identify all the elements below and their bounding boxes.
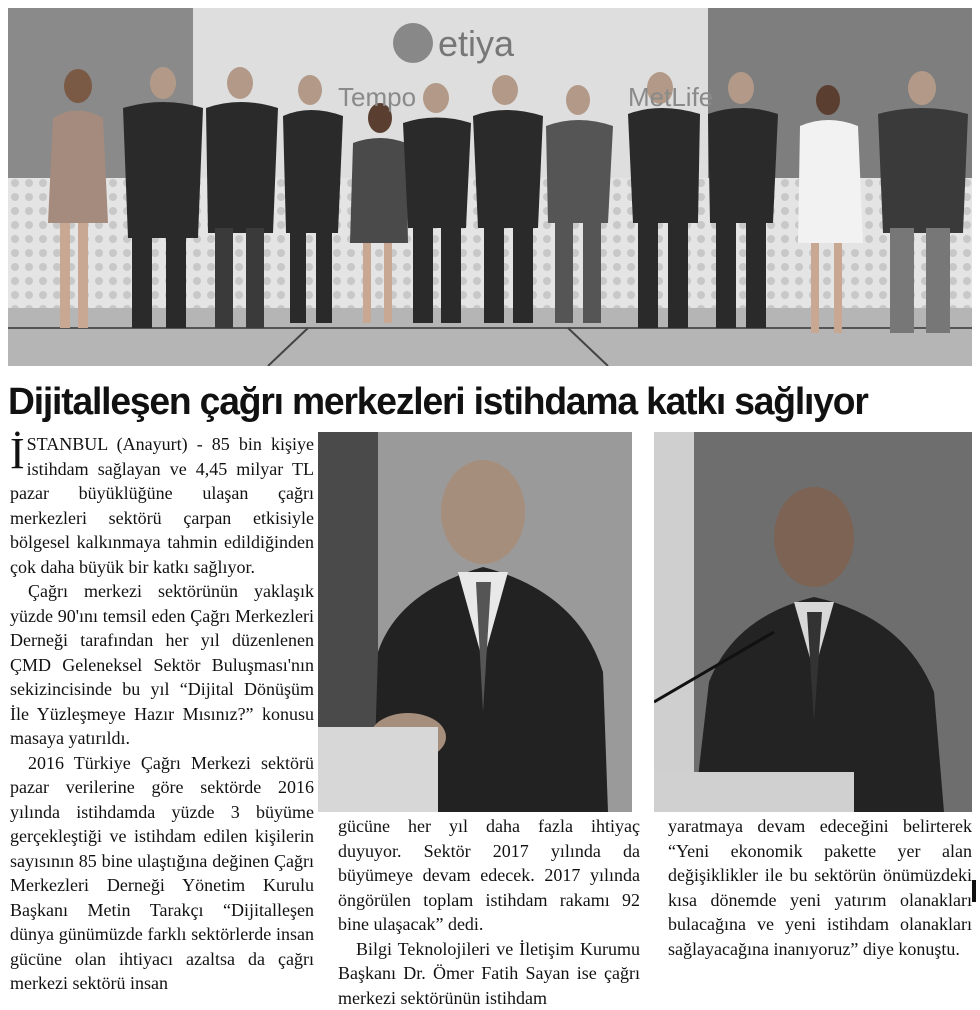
column-1-paragraph-3: 2016 Türkiye Çağrı Merkezi sektörü pazar verilerine göre sektörde 2016 yılında istihdamda yüzde 3 büyüme gerçekleştiği ve istihdam edilen kişilerin sayısının 85 bine ulaştığına değinen Çağrı Merkezleri Derneği Yönetim Kurulu Başkanı Metin Tarakçı “Dijitalleşen dünya günümüzde farklı sektörlerde insan gücüne olan ihtiyacı azaltsa da çağrı merkezi sektörü insan bbox=[10, 751, 314, 996]
article-column-2 bbox=[338, 814, 640, 1010]
column-2-paragraph-1: gücüne her yıl daha fazla ihtiyaç duyuyor. Sektör 2017 yılında da büyümeye devam edecek. 2017 yılında öngörülen toplam istihdam rakamı 92 bine ulaşacak” dedi. bbox=[338, 814, 640, 937]
column-1-paragraph-1 bbox=[10, 432, 314, 579]
article-headline: Dijitalleşen çağrı merkezleri istihdama katkı sağlıyor bbox=[8, 372, 953, 432]
speaker-photo-right bbox=[654, 432, 972, 812]
adjacent-article-edge bbox=[972, 880, 976, 902]
article-column-3 bbox=[668, 814, 972, 961]
speaker-photo-left bbox=[318, 432, 632, 812]
backdrop-word-1: Tempo bbox=[338, 82, 416, 112]
column-3-paragraph-1: yaratmaya devam edeceğini belirterek “Yeni ekonomik pakette yer alan değişiklikler ile bu sektörün önümüzdeki kısa dönemde yeni yatırım olanakları bulacağına ve yeni istihdam olanakları sağlayacağına inanıyoruz” diye konuştu. bbox=[668, 814, 972, 961]
column-1-paragraph-2: Çağrı merkezi sektörünün yaklaşık yüzde 90'ını temsil eden Çağrı Merkezleri Derneği tarafından her yıl düzenlenen ÇMD Geleneksel Sektör Buluşması'nın sekizincisinde bu yıl “Dijital Dönüşüm İle Yüzleşmeye Hazır Mısınız?” konusu masaya yatırıldı. bbox=[10, 579, 314, 751]
column-2-paragraph-2: Bilgi Teknolojileri ve İletişim Kurumu Başkanı Dr. Ömer Fatih Sayan ise çağrı merkezi sektörünün istihdam bbox=[338, 937, 640, 1010]
lead-paragraph-text: STANBUL (Anayurt) - 85 bin kişiye istihdam sağlayan ve 4,45 milyar TL pazar büyüklüğüne ulaşan çağrı merkezleri sektörü çarpan etkisiyle bölgesel kalkınmaya tahmin edildiğinden çok daha büyük bir katkı sağlıyor. bbox=[10, 434, 314, 577]
backdrop-logo-text: etiya bbox=[438, 23, 515, 64]
article-column-1 bbox=[10, 432, 314, 996]
backdrop-word-2: MetLife bbox=[628, 82, 713, 112]
drop-cap: İ bbox=[10, 436, 25, 472]
group-award-photo bbox=[8, 8, 972, 366]
